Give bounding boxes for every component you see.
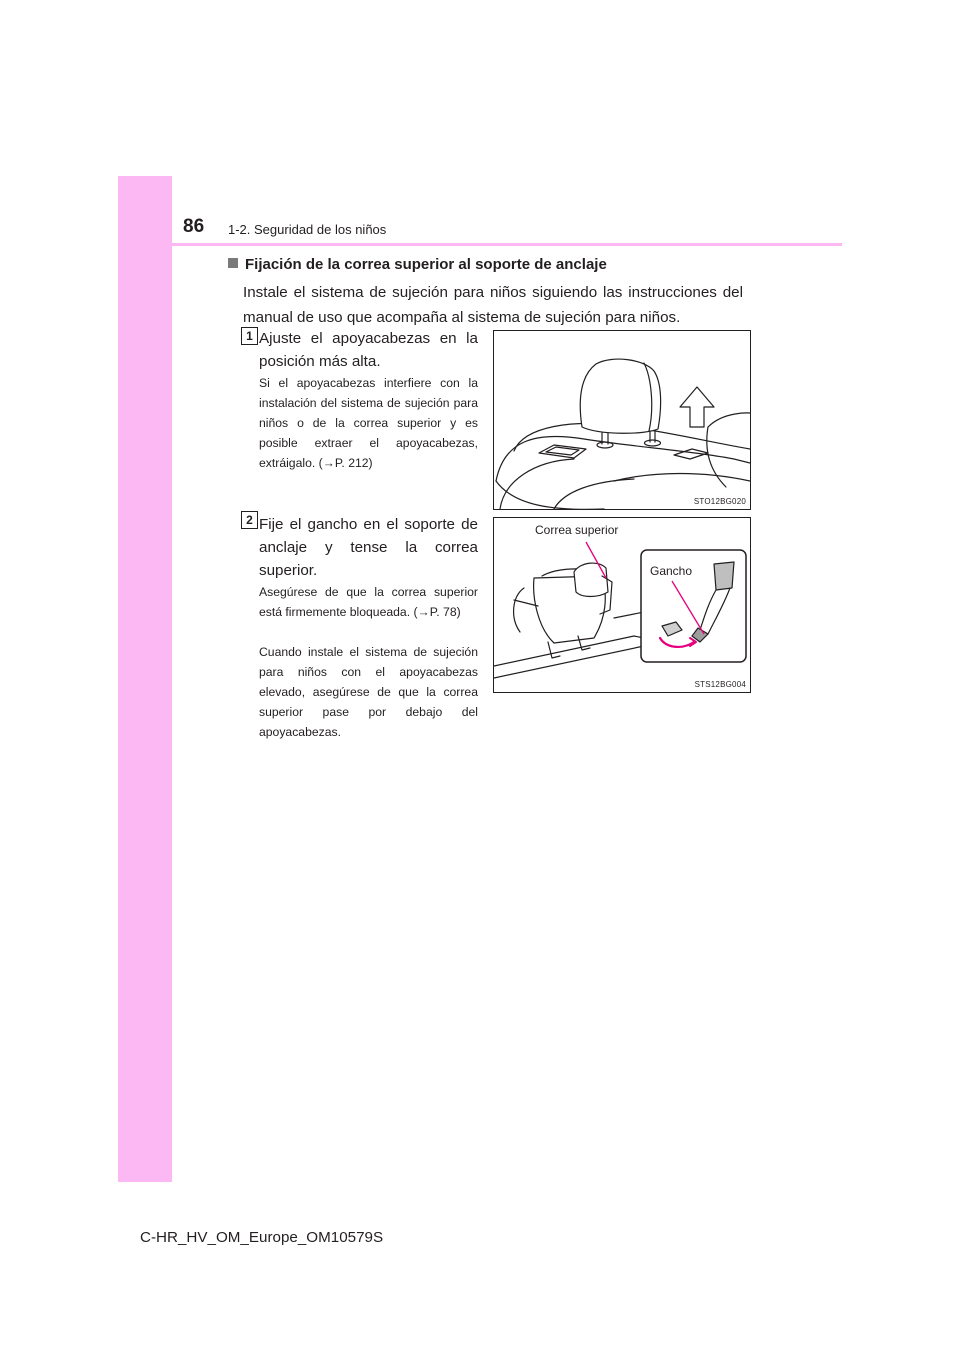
step-2-title: Fije el gancho en el soporte de anclaje y tense la correa superior. — [259, 516, 478, 579]
subsection-heading-text: Fijación de la correa superior al soporte de anclaje — [245, 256, 607, 273]
subsection-heading — [228, 256, 607, 273]
step-1-badge: 1 — [241, 327, 258, 345]
footer-document-id: C-HR_HV_OM_Europe_OM10579S — [140, 1229, 384, 1246]
callout-hook-label: Gancho — [650, 564, 693, 578]
header-rule — [118, 243, 842, 246]
figure-1-code: STO12BG020 — [693, 497, 746, 506]
callout-strap-label: Correa superior — [535, 523, 619, 537]
step-1-note: Si el apoyacabezas interfiere con la instalación del sistema de sujeción para niños o de la correa superior y es posible extraer el apoyacabezas, extráigalo. (→P. 212) — [259, 376, 478, 470]
hook-anchor-illustration — [494, 518, 750, 692]
headrest-illustration — [494, 331, 750, 509]
step-2-note-1: Asegúrese de que la correa superior está firmemente bloqueada. (→P. 78) — [259, 585, 478, 619]
figure-hook-anchor — [493, 517, 751, 693]
step-2-note-2: Cuando instale el sistema de sujeción para niños con el apoyacabezas elevado, asegúrese de que la correa superior pase por debajo del apoyacabezas. — [259, 645, 478, 739]
step-2-badge: 2 — [241, 511, 258, 529]
figure-headrest-raise — [493, 330, 751, 510]
intro-paragraph: Instale el sistema de sujeción para niños siguiendo las instrucciones del manual de uso que acompaña al sistema de sujeción para niños. — [243, 284, 743, 326]
step-1-title: Ajuste el apoyacabezas en la posición más alta. — [259, 330, 478, 370]
square-bullet-icon — [228, 258, 238, 268]
side-tab-bar — [118, 176, 172, 1182]
section-title: 1-2. Seguridad de los niños — [228, 222, 387, 237]
page-number: 86 — [183, 216, 205, 237]
figure-2-code: STS12BG004 — [694, 680, 746, 689]
